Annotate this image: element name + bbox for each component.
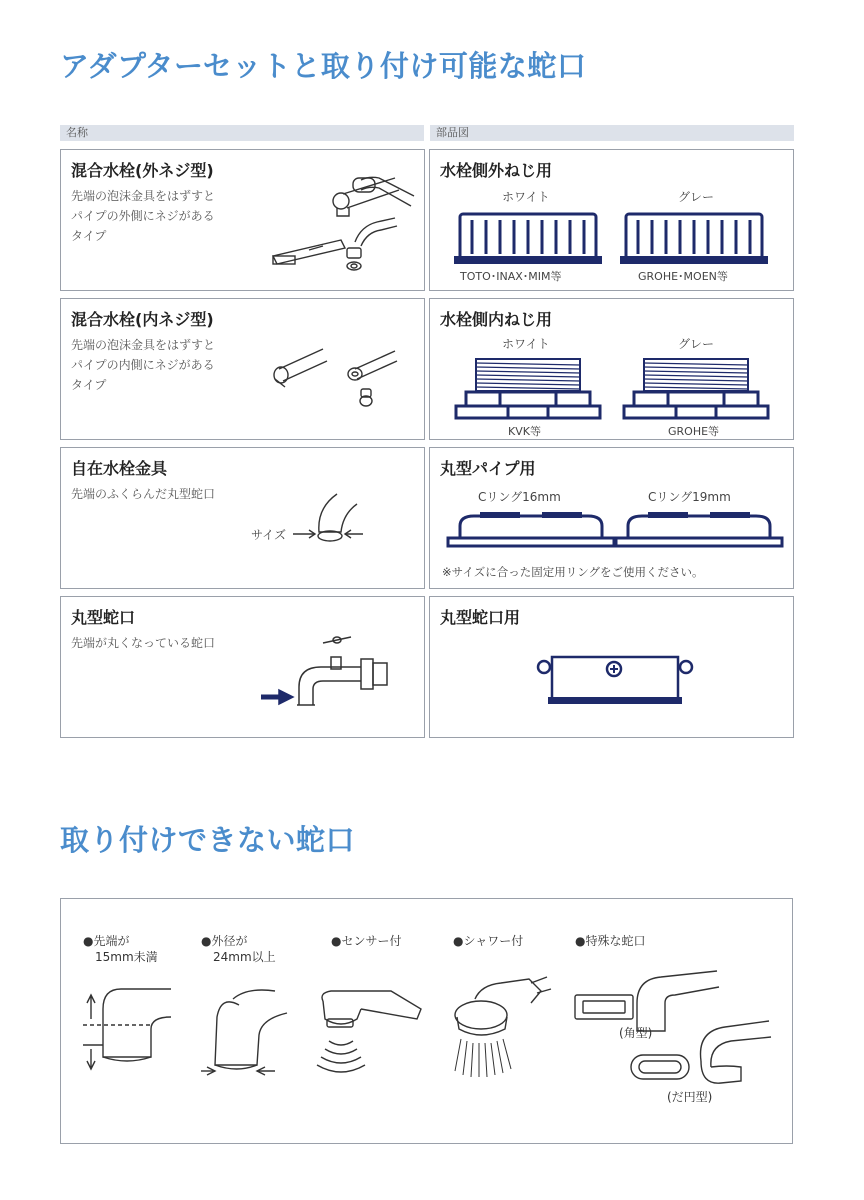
section-title-compatible: アダプターセットと取り付け可能な蛇口 [60,49,587,83]
shape-label-square: (角型) [619,1026,653,1040]
sensor-faucet-icon [317,991,421,1072]
incompatible-item-label: ●センサー付 [331,934,402,948]
faucet-name: 自在水栓金具 [71,459,168,478]
faucet-name: 混合水栓(内ネジ型) [71,310,214,329]
wide-diameter-faucet-icon [201,990,287,1075]
part-caption: GROHE等 [668,425,720,438]
incompatible-item-label: ●外径が 24mm以上 [201,934,276,964]
faucet-description: 先端のふくらんだ丸型蛇口 [71,487,216,501]
incompatible-faucets-panel [60,898,793,1144]
faucet-cell-round-tap [60,596,425,738]
faucet-description: 先端の泡沫金具をはずすと パイプの内側にネジがある タイプ [71,338,216,392]
faucet-cell-internal-thread [60,298,425,440]
part-color-label: グレー [678,337,715,351]
ring-note: ※サイズに合った固定用リングをご使用ください。 [442,565,704,579]
column-header-parts: 部品図 [430,125,794,141]
size-label: サイズ [251,528,287,542]
faucet-description: 先端が丸くなっている蛇口 [71,636,216,650]
shower-faucet-icon [455,977,551,1077]
ring-size-label: Cリング19mm [648,490,731,504]
narrow-tip-faucet-icon [83,989,171,1069]
ring-size-label: Cリング16mm [478,490,561,504]
part-name: 水栓側外ねじ用 [440,161,553,180]
faucet-description: 先端の泡沫金具をはずすと パイプの外側にネジがある タイプ [71,189,216,243]
faucet-cell-swivel [60,447,425,589]
round-tap-adapter-illustration [430,597,795,739]
incompatible-faucets-illustration [61,899,794,1145]
special-faucet-icon [575,971,771,1083]
part-name: 丸型パイプ用 [440,459,536,478]
part-color-label: ホワイト [502,337,550,351]
section-title-incompatible: 取り付けできない蛇口 [60,823,356,857]
part-caption: TOTO･INAX･MIM等 [460,270,562,283]
faucet-name: 混合水栓(外ネジ型) [71,161,214,180]
external-thread-faucet-illustration [61,150,426,292]
internal-thread-faucet-illustration [61,299,426,441]
round-tap-illustration [61,597,426,739]
internal-thread-adapter-illustration [430,299,795,441]
swivel-faucet-illustration [61,448,426,590]
part-cell-round-tap [429,596,794,738]
part-cell-external-thread [429,149,794,291]
faucet-cell-external-thread [60,149,425,291]
incompatible-item-label: ●特殊な蛇口 [575,934,646,948]
incompatible-item-label: ●シャワー付 [453,934,524,948]
column-header-name: 名称 [60,125,424,141]
shape-label-oval: (だ円型) [667,1090,713,1104]
part-name: 丸型蛇口用 [440,608,521,627]
part-color-label: グレー [678,190,715,204]
part-caption: KVK等 [508,425,541,438]
part-cell-internal-thread [429,298,794,440]
faucet-name: 丸型蛇口 [71,608,136,627]
part-name: 水栓側内ねじ用 [440,310,553,329]
part-caption: GROHE･MOEN等 [638,270,728,283]
part-cell-round-pipe [429,447,794,589]
incompatible-item-label: ●先端が 15mm未満 [83,934,158,964]
part-color-label: ホワイト [502,190,550,204]
